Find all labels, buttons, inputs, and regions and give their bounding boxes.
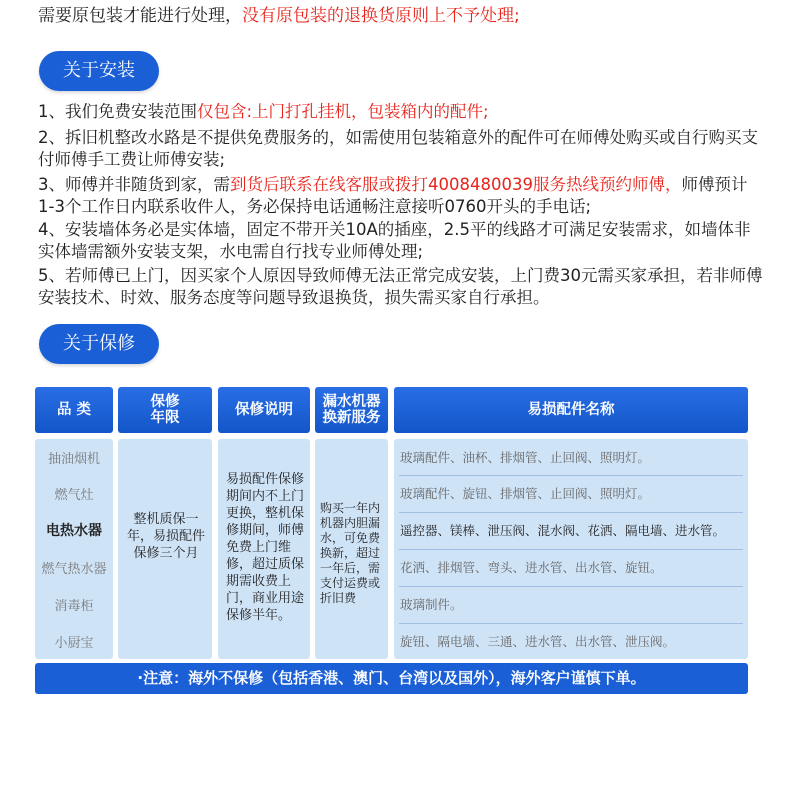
install-item-2-text: 2、拆旧机整改水路是不提供免费服务的，如需使用包装箱意外的配件可在师傅处购买或自行购买支付师傅手工费让师傅安装; xyxy=(38,128,758,169)
overseas-note: ·注意：海外不保修（包括香港、澳门、台湾以及国外），海外客户谨慎下单。 xyxy=(35,663,748,694)
part-row: 遥控器、镁棒、泄压阀、混水阀、花洒、隔电墙、进水管。 xyxy=(400,523,726,538)
install-title: 关于安装 xyxy=(39,51,159,91)
intro-red-text: 没有原包装的退换货原则上不予处理; xyxy=(242,6,520,26)
period-text: 整机质保一年，易损配件保修三个月 xyxy=(126,512,205,561)
category-item: 燃气热水器 xyxy=(41,561,107,577)
install-item-3 xyxy=(38,174,763,218)
install-item-3-text-b: 师傅预计1-3个工作日内联系收件人，务必保持电话通畅注意接听0760开头的手电话; xyxy=(38,175,748,216)
desc-text: 易损配件保修期间内不上门更换，整机保修期间，师傅免费上门维修，超过质保期需收费上门，商业用途保修半年。 xyxy=(226,472,305,623)
category-item: 消毒柜 xyxy=(54,598,94,614)
period-column xyxy=(118,439,212,659)
install-item-2 xyxy=(38,127,763,171)
install-item-4 xyxy=(38,219,763,263)
install-item-3-red: 到货后联系在线客服或拨打4008480039服务热线预约师傅， xyxy=(230,175,682,194)
parts-column xyxy=(394,439,748,659)
header-category: 品 类 xyxy=(35,387,113,433)
install-item-1-text: 1、我们免费安装范围 xyxy=(38,102,197,121)
warranty-title: 关于保修 xyxy=(39,324,159,364)
install-item-1 xyxy=(38,101,763,123)
install-item-1-red: 仅包含:上门打孔挂机，包装箱内的配件; xyxy=(197,102,489,121)
category-column xyxy=(35,439,113,659)
install-item-3-text: 3、师傅并非随货到家，需 xyxy=(38,175,230,194)
intro-text: 需要原包装才能进行处理， xyxy=(38,6,242,26)
part-row: 花洒、排烟管、弯头、进水管、出水管、旋钮。 xyxy=(400,560,663,575)
intro-line xyxy=(38,5,520,27)
leak-text: 购买一年内机器内胆漏水，可免费换新，超过一年后，需支付运费或折旧费 xyxy=(320,501,381,605)
leak-column xyxy=(315,439,388,659)
part-row: 旋钮、隔电墙、三通、进水管、出水管、泄压阀。 xyxy=(400,634,676,649)
category-item: 燃气灶 xyxy=(54,487,94,503)
header-parts: 易损配件名称 xyxy=(394,387,748,433)
part-row: 玻璃制件。 xyxy=(400,597,463,612)
header-period: 保修 年限 xyxy=(118,387,212,433)
category-item: 电热水器 xyxy=(46,523,102,539)
category-item: 小厨宝 xyxy=(54,635,94,651)
install-item-4-text: 4、安装墙体务必是实体墙，固定不带开关10A的插座，2.5平的线路才可满足安装需求，如墙体非实体墙需额外安装支架，水电需自行找专业师傅处理; xyxy=(38,220,751,261)
warranty-table xyxy=(35,387,748,694)
header-desc: 保修说明 xyxy=(218,387,310,433)
part-row: 玻璃配件、旋钮、排烟管、止回阀、照明灯。 xyxy=(400,486,651,501)
install-item-5-text: 5、若师傅已上门，因买家个人原因导致师傅无法正常完成安装，上门费30元需买家承担，若非师傅安装技术、时效、服务态度等问题导致退换货，损失需买家自行承担。 xyxy=(38,266,763,307)
desc-column xyxy=(218,439,310,659)
part-row: 玻璃配件、油杯、排烟管、止回阀、照明灯。 xyxy=(400,450,651,465)
install-item-5 xyxy=(38,265,763,309)
category-item: 抽油烟机 xyxy=(47,451,100,467)
header-leak: 漏水机器 换新服务 xyxy=(315,387,388,433)
